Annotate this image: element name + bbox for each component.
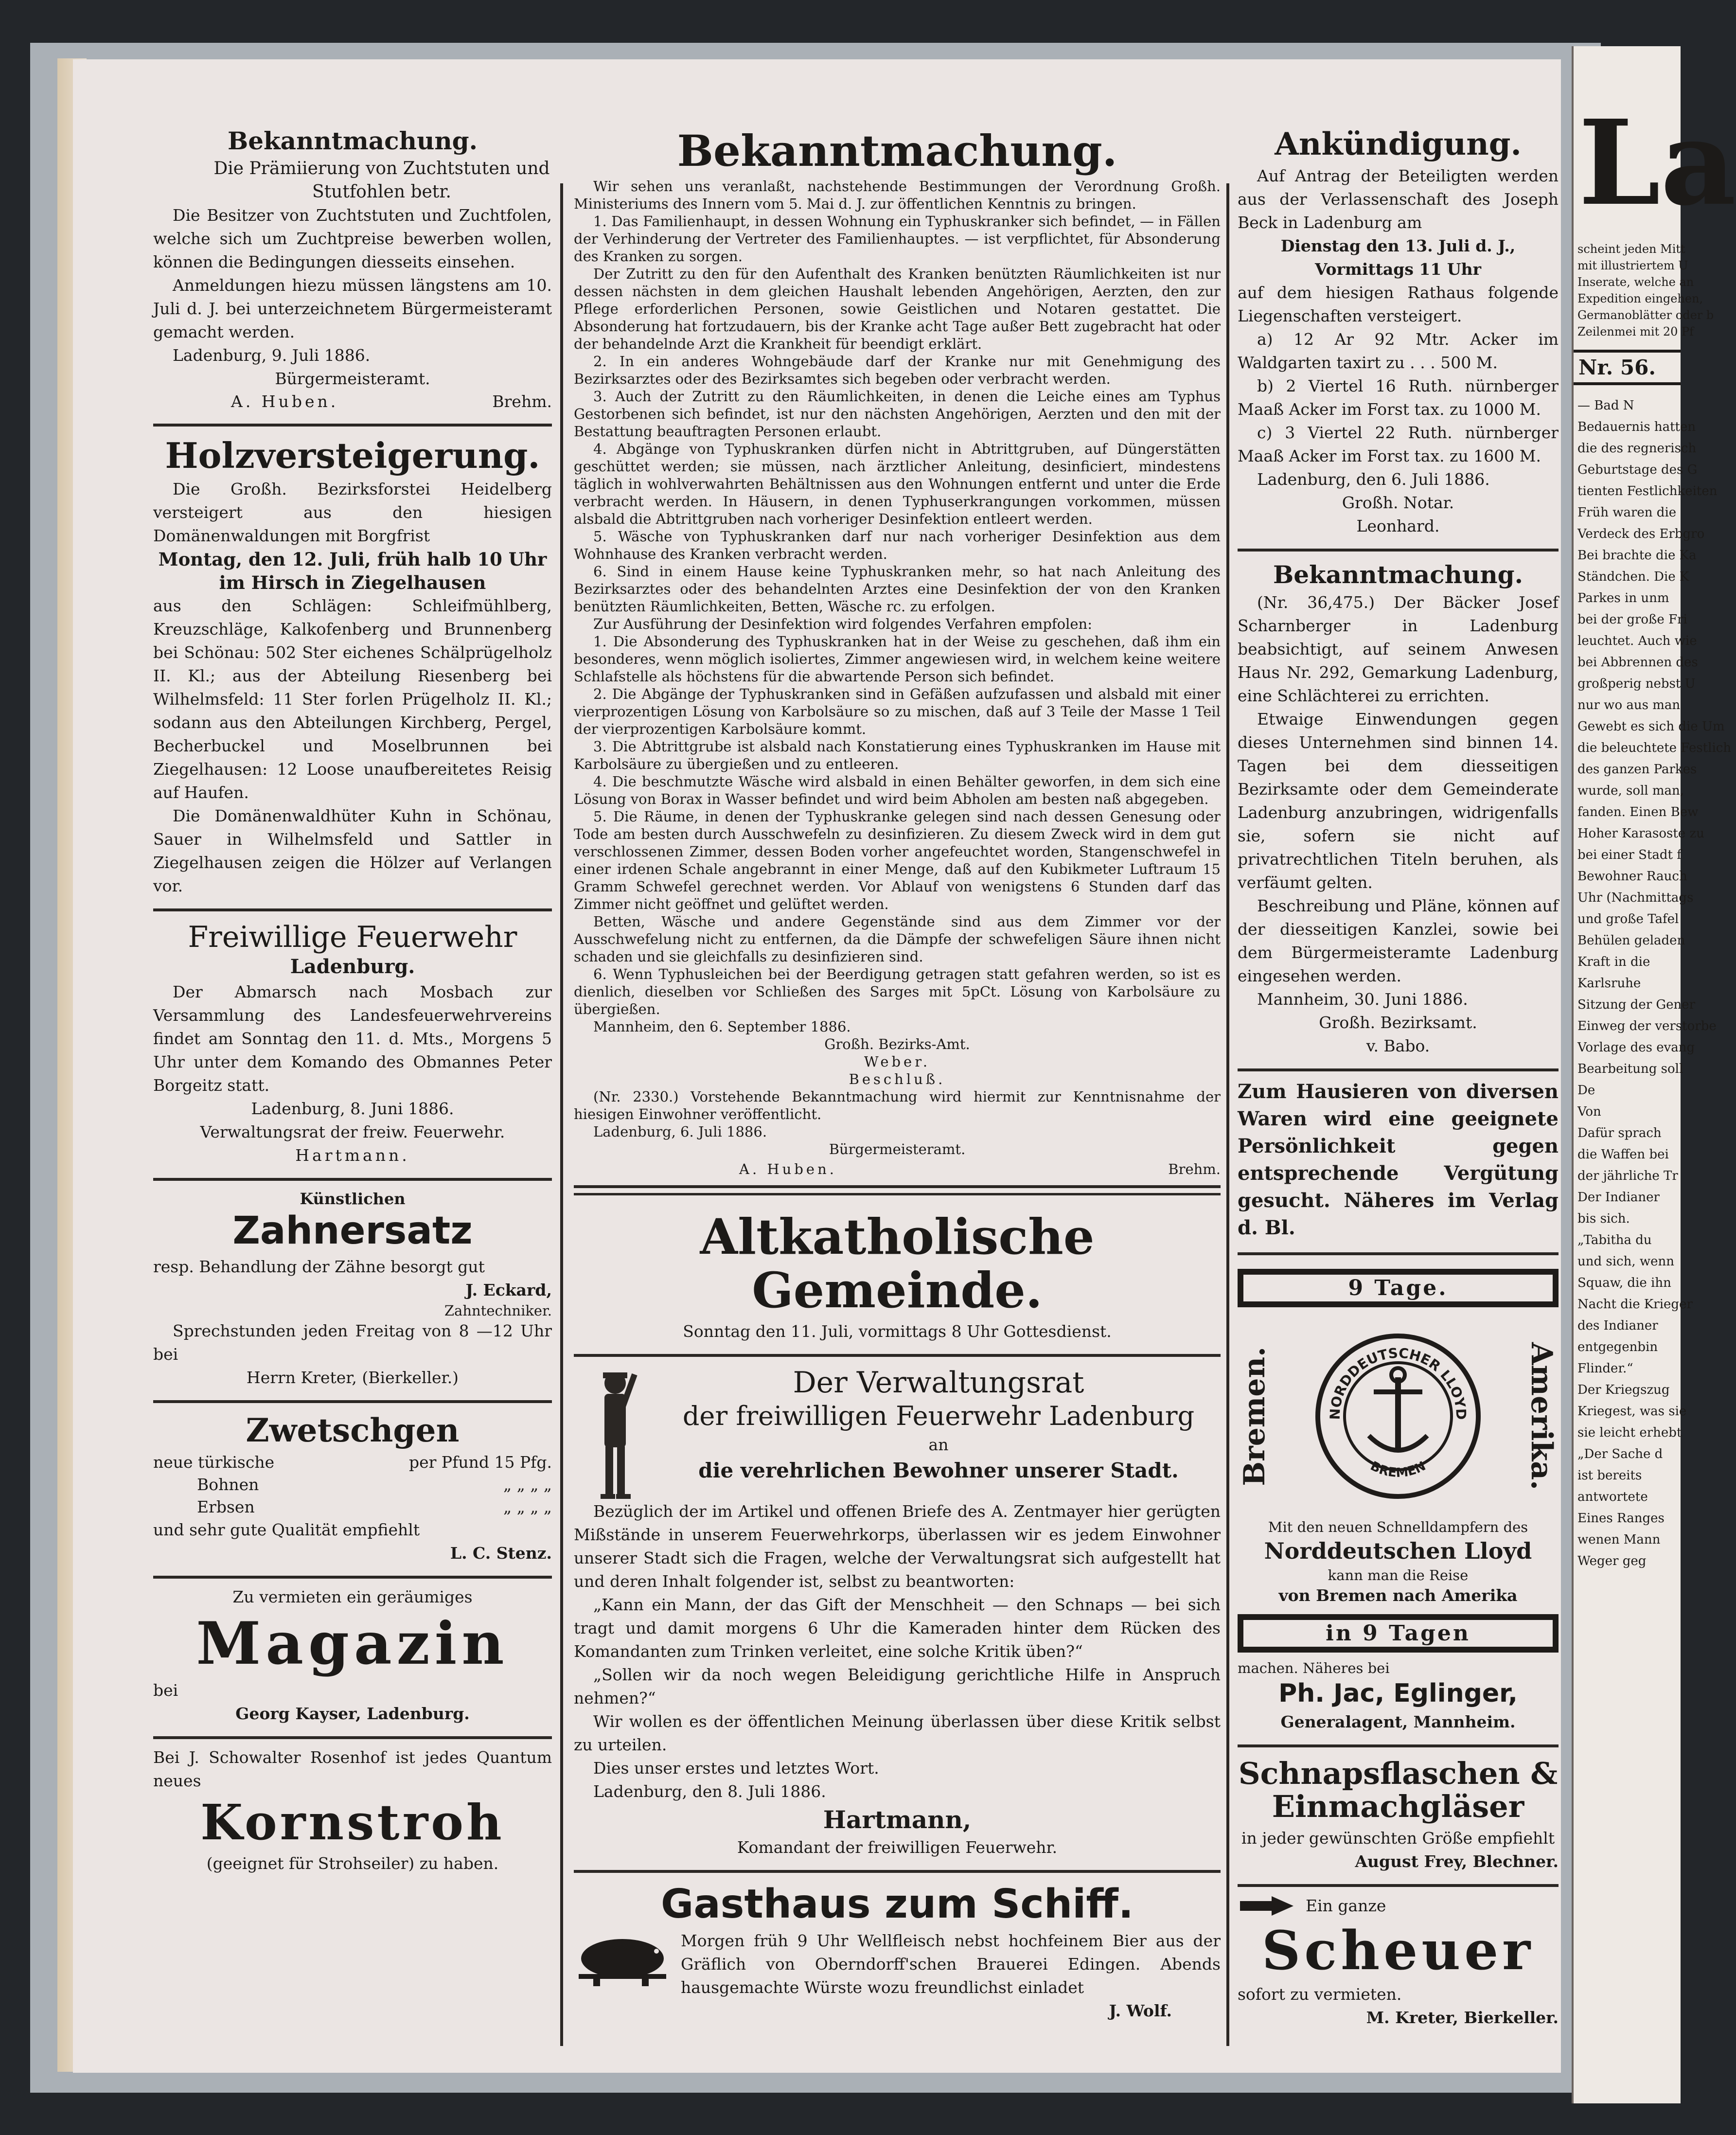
notice-dateline: Ladenburg, 6. Juli 1886. (593, 1123, 767, 1140)
ad-kicker: Zu vermieten ein geräumiges (232, 1587, 473, 1606)
ad-name: Georg Kayser, Ladenburg. (235, 1704, 470, 1723)
pig-icon (574, 1929, 671, 1988)
body-line: Früh waren die (1577, 505, 1677, 520)
ad-agent-role: Generalagent, Mannheim. (1280, 1712, 1516, 1732)
body-line: der jährliche Tr (1577, 1169, 1678, 1183)
lot-item: c) 3 Viertel 22 Ruth. nürnberger Maaß Acker im Forst tax. zu 1600 M. (1238, 423, 1559, 466)
notice-body: Die Besitzer von Zuchtstuten und Zuchtfolen, welche sich um Zuchtpreise bewerben wollen, können die Bedingungen diesseits einsehen. (153, 206, 552, 271)
body-line: De (1577, 1083, 1595, 1098)
notice-paragraph: Der Zutritt zu den für den Aufenthalt des Kranken benützten Räumlichkeiten ist nur dessen nächsten in dem gleichen Haushalt lebenden Angehörigen, Aerzten, den zur Pflege erforderlichen Personen, sowie Geistlichen und Notaren gestattet. Die Absonderung hat fortzudauern, bis der Kranke acht Tage außer Bett zugebracht hat oder der behandelnde Arzt die Krankheit für beendigt erklärt. (574, 265, 1221, 352)
body-line: Bearbeitung soll (1577, 1062, 1683, 1076)
ad-line: Norddeutschen Lloyd (1264, 1538, 1532, 1565)
body-line: bei Abbrennen des (1577, 655, 1698, 670)
notice-paragraph: 2. In ein anderes Wohngebäude darf der Kranke nur mit Genehmigung des Bezirksarztes oder des Bezirksamtes sich begeben oder verbracht werden. (574, 353, 1221, 387)
ad-role: Zahntechniker. (444, 1302, 552, 1319)
price-item: Erbsen (197, 1497, 255, 1516)
ad-right-word: Amerika. (1524, 1342, 1559, 1491)
ad-title: Freiwillige Feuerwehr (188, 920, 517, 955)
ad-body: Der Abmarsch nach Mosbach zur Versammlung des Landesfeuerwehrvereins findet am Sonntag den 11. d. Mts., Morgens 5 Uhr unter dem Komando des Obmannes Peter Borgeitz statt. (153, 982, 552, 1095)
body-line: Der Indianer (1577, 1190, 1660, 1205)
signature: Hartmann. (295, 1146, 410, 1165)
notice-body: (Nr. 36,475.) Der Bäcker Josef Scharnberger in Ladenburg beabsichtigt, auf seinem Anwesen Haus Nr. 292, Gemarkung Ladenburg, eine Schlächterei zu errichten. (1238, 593, 1559, 706)
notice-title: Bekanntmachung. (1273, 560, 1523, 589)
body-line: die Waffen bei (1577, 1147, 1669, 1162)
ad-line: machen. Näheres bei (1238, 1659, 1390, 1676)
body-line: Von (1577, 1104, 1601, 1119)
ad-name: J. Eckard, (465, 1281, 552, 1300)
notice-paragraph: 5. Die Räume, in denen der Typhuskranke gelegen sind nach dessen Genesung oder Tode am besten durch Ausschwefeln zu desinfizieren. Zu diesem Zweck wird in dem gut verschlossenen Zimmer, dessen Boden vorher angefeuchtet worden, Stangenschwefel in einer irdenen Schale angebrannt in einer Menge, daß auf den Kubikmeter Luftraum 15 Gramm Schwefel gerechnet werden. Vor Ablauf von wenigstens 6 Stunden darf das Zimmer nicht geöffnet und gelüftet werden. (574, 808, 1221, 912)
ad-title: Altkatholische Gemeinde. (700, 1208, 1095, 1319)
notice-office: Großh. Bezirksamt. (1319, 1013, 1477, 1032)
body-line: Flinder.“ (1577, 1361, 1633, 1376)
column-right (1238, 118, 1559, 2048)
ad-intro: Bei J. Schowalter Rosenhof ist jedes Quantum neues (153, 1747, 552, 1790)
ad-body: Dies unser erstes und letztes Wort. (593, 1758, 879, 1778)
fireman-illustration (574, 1364, 656, 1500)
notice-dateline: Ladenburg, 9. Juli 1886. (173, 346, 371, 365)
ad-line: kann man die Reise (1328, 1566, 1469, 1583)
body-line: — Bad N (1577, 398, 1634, 413)
lot-item: a) 12 Ar 92 Mtr. Acker im Waldgarten taxirt zu . . . 500 M. (1238, 330, 1559, 373)
ad-title: Schnapsflaschen & Einmachgläser (1238, 1756, 1558, 1825)
body-line: des ganzen Parkes (1577, 762, 1697, 777)
signature: M. Kreter, Bierkeller. (1366, 2008, 1559, 2027)
ad-host: Herrn Kreter, (Bierkeller.) (246, 1368, 459, 1388)
ad-body: Morgen früh 9 Uhr Wellfleisch nebst hochfeinem Bier aus der Gräflich von Oberndorff'schen Brauerei Edingen. Abends hausgemachte Würste wozu freundlichst einladet (681, 1931, 1221, 1997)
notice-paragraph: 1. Die Absonderung des Typhuskranken hat in der Weise zu geschehen, daß ihm ein besonderes, wenn möglich isoliertes, Zimmer angewiesen wird, in welchem keine weitere Schlafstelle als höchstens für die abwartende Person sich befindet. (574, 633, 1221, 685)
ad-an: an (928, 1435, 949, 1455)
body-line: Parkes in unm (1577, 591, 1669, 605)
ad-agent: Ph. Jac, Eglinger, (1278, 1678, 1518, 1708)
price-row (153, 1451, 552, 1474)
ad-fire-brigade (153, 911, 552, 1181)
ad-dentures (153, 1181, 552, 1403)
ad-question: „Sollen wir da noch wegen Beleidigung gerichtliche Hilfe in Anspruch nehmen?“ (574, 1665, 1221, 1708)
price-value: „ „ „ „ (503, 1475, 552, 1494)
notice-dateline: Mannheim, 30. Juni 1886. (1257, 990, 1468, 1009)
ad-dateline: Ladenburg, 8. Juni 1886. (251, 1099, 454, 1119)
signature: Hartmann, (823, 1805, 972, 1834)
ad-title: Magazin (196, 1609, 509, 1678)
emblem-top-text: NORDDEUTSCHER LLOYD (1327, 1345, 1470, 1421)
body-line: leuchtet. Auch wie (1577, 634, 1697, 648)
ad-title: Kornstroh (200, 1793, 505, 1851)
ad-intro: Die Großh. Bezirksforstei Heidelberg versteigert aus den hiesigen Domänenwaldungen mit Borgfrist (153, 480, 552, 546)
price-item: Bohnen (197, 1475, 259, 1494)
body-line: Bei brachte die Ka (1577, 548, 1697, 563)
ad-title: Zwetschgen (246, 1411, 460, 1450)
ad-note: (geeignet für Strohseiler) zu haben. (206, 1853, 499, 1873)
ad-body: Zum Hausieren von diversen Waren wird eine geeignete Persönlichkeit gegen entsprechende Vergütung gesucht. Näheres im Verlag d. Bl. (1238, 1080, 1559, 1240)
notice-paragraph: 6. Wenn Typhusleichen bei der Beerdigung getragen statt gefahren werden, so ist es dienlich, dieselben vor Schließen des Sarges mit 5pCt. Lösung von Karbolsäure zu übergießen. (574, 965, 1221, 1017)
body-line: Kriegest, was sie (1577, 1404, 1687, 1419)
notice-intro: Auf Antrag der Beteiligten werden aus der Verlassenschaft des Joseph Beck in Ladenburg am (1238, 166, 1559, 232)
body-line: Bedauernis hatten (1577, 420, 1696, 434)
masthead-line: Inserate, welche an (1577, 275, 1694, 289)
ad-intro: Ein ganze (1306, 1896, 1386, 1915)
notice-paragraph: 1. Das Familienhaupt, in dessen Wohnung ein Typhuskranker sich befindet, — in Fällen der Verhinderung der Vertreter des Familienhauptes. — ist verpflichtet, für Absonderung des Kranken zu sorgen. (574, 213, 1221, 265)
column-rule (1226, 183, 1229, 2046)
price-row (153, 1496, 552, 1518)
ad-kicker: Künstlichen (300, 1190, 406, 1209)
body-line: Kraft in die (1577, 955, 1650, 969)
signature: J. Wolf. (1109, 2001, 1172, 2020)
body-line: die des regnerisch (1577, 441, 1697, 456)
ad-straw (153, 1739, 552, 1886)
notice-paragraph: Betten, Wäsche und andere Gegenstände sind aus dem Zimmer vor der Ausschwefelung nicht zu entfernen, da die Dämpfe der schwefeligen Säure ihnen nicht schaden und sie gleichfalls zu desinfizieren sind. (574, 913, 1221, 965)
ad-council: Verwaltungsrat der freiw. Feuerwehr. (200, 1122, 505, 1142)
ad-body: Bezüglich der im Artikel und offenen Briefe des A. Zentmayer hier gerügten Mißstände in unserem Feuerwehrkorps, überlassen wir es jedem Einwohner unserer Stadt sich die Fragen, welche der Verwaltungsrat sich aufgestellt hat und deren Inhalt folgender ist, selbst zu beantworten: (574, 1501, 1221, 1591)
pointing-hand-icon (1238, 1894, 1296, 1918)
body-line: wenen Mann (1577, 1532, 1661, 1547)
notice-paragraph: 6. Sind in einem Hause keine Typhuskranken mehr, so hat nach Anleitung des Bezirksarztes oder des behandelnten Arztes eine Desinfektion der von den Kranken benützten Räumlichkeiten, Betten, Wäsche rc. zu erfolgen. (574, 563, 1221, 615)
body-line: bei der große Fri (1577, 612, 1687, 627)
body-line: Bewohner Rauch (1577, 869, 1687, 884)
next-page-fragment (1572, 46, 1736, 2103)
body-line: Dafür sprach (1577, 1126, 1662, 1140)
ad-dateline: Ladenburg, den 8. Juli 1886. (593, 1781, 826, 1801)
ad-line: von Bremen nach Amerika (1278, 1585, 1518, 1605)
svg-text:BREMEN (1368, 1459, 1428, 1481)
masthead-line: Zeilenmei mit 20 Pf (1577, 325, 1694, 338)
masthead-line: mit illustriertem U (1577, 259, 1688, 272)
notice-body: auf dem hiesigen Rathaus folgende Liegenschaften versteigert. (1238, 283, 1559, 326)
body-line: Hoher Karasoste zu (1577, 826, 1704, 841)
notice-body: Anmeldungen hiezu müssen längstens am 10. Juli d. J. bei unterzeichnetem Bürgermeisteramt gemacht werden. (153, 276, 552, 341)
signature: A. Huben. (231, 392, 339, 411)
ad-body: Wir wollen es der öffentlichen Meinung überlassen über diese Kritik selbst zu urteilen. (574, 1711, 1221, 1754)
notice-paragraph: 4. Abgänge von Typhuskranken dürfen nicht in Abtrittgruben, auf Düngerstätten geschüttet werden; sie müssen, nach ärztlicher Anleitung, desinficiert, mindestens täglich in wohlverwahrten Behältnissen aus den Wohnungen entfernt und unter die Erde verbracht werden. In Häusern, in denen Typhuserkrangungen vorkommen, müssen alsbald die Abtrittgruben nach vorheriger Desinfektion entleert werden. (574, 440, 1221, 527)
notice-office: Bürgermeisteramt. (829, 1140, 966, 1157)
notice-decision: Beschluß. (849, 1070, 946, 1087)
body-line: fanden. Einen Bew (1577, 805, 1699, 819)
notice-body: Beschreibung und Pläne, können auf der diesseitigen Kanzlei, sowie bei dem Bürgermeisteramte Ladenburg eingesehen werden. (1238, 896, 1559, 986)
ad-place: Ladenburg. (290, 955, 415, 979)
body-line: Uhr (Nachmittags (1577, 890, 1694, 905)
ad-line: Mit den neuen Schnelldampfern des (1268, 1519, 1528, 1536)
notice-title: Bekanntmachung. (227, 126, 478, 155)
ad-body: resp. Behandlung der Zähne besorgt gut (153, 1257, 485, 1277)
notice-typhus (574, 118, 1221, 1188)
notice-intro: Wir sehen uns veranlaßt, nachstehende Bestimmungen der Verordnung Großh. Ministeriums des Innern vom 5. Mai d. J. zur öffentlichen Kenntnis zu bringen. (574, 178, 1221, 212)
ad-barn (1238, 1887, 1559, 2040)
notice-stud-mares (153, 118, 552, 427)
column-rule (560, 183, 563, 2046)
body-line: Eines Ranges (1577, 1511, 1665, 1526)
notice-office: Bürgermeisteramt. (275, 369, 430, 388)
ad-fire-council (574, 1357, 1221, 1873)
ad-by: bei (153, 1680, 178, 1700)
ad-left-word: Bremen. (1238, 1347, 1272, 1486)
next-page-body (1574, 395, 1732, 1572)
notice-dateline: Ladenburg, den 6. Juli 1886. (1257, 470, 1490, 489)
signature: Brehm. (492, 392, 552, 411)
ad-bottles (1238, 1747, 1559, 1886)
body-line: entgegenbin (1577, 1340, 1658, 1354)
ad-role: Komandant der freiwilligen Feuerwehr. (737, 1837, 1058, 1857)
body-line: Squaw, die ihn (1577, 1276, 1671, 1290)
ad-title: Gasthaus zum Schiff. (661, 1881, 1134, 1927)
notice-body: Etwaige Einwendungen gegen dieses Unternehmen sind binnen 14. Tagen bei dem diesseitigen Bezirksamte oder dem Gemeinderate Ladenburg anzubringen, widrigenfalls sie, sofern sie nicht auf privatrechtlichen Titeln beruhen, als verfäumt gelten. (1238, 710, 1559, 892)
signature: Brehm. (1168, 1160, 1221, 1177)
body-line: bis sich. (1577, 1211, 1630, 1226)
ad-line: die verehrlichen Bewohner unserer Stadt. (698, 1459, 1179, 1483)
ad-old-catholic (574, 1200, 1221, 1357)
emblem-bottom-text: BREMEN (1368, 1459, 1428, 1481)
body-line: des Indianer (1577, 1318, 1658, 1333)
body-line: „Der Sache d (1577, 1447, 1663, 1461)
price-row (153, 1474, 552, 1496)
ad-line: der freiwilligen Feuerwehr Ladenburg (682, 1400, 1195, 1431)
price-item: neue türkische (153, 1452, 275, 1472)
fireman-icon (586, 1364, 644, 1500)
body-line: Behülen geladen (1577, 933, 1685, 948)
notice-paragraph: 2. Die Abgänge der Typhuskranken sind in Gefäßen aufzufassen und alsbald mit einer vierprozentigen Lösung von Karbolsäure so zu mischen, daß auf 3 Teile der Masse 1 Teil der vierprozentigen Karbolsäure kommt. (574, 685, 1221, 737)
ad-body: aus den Schlägen: Schleifmühlberg, Kreuzschläge, Kalkofenberg und Brunnenberg bei Schönau: 502 Ster eichenes Schälprügelholz II. Kl.; aus der Abteilung Riesenberg bei Wilhelmsfeld: 11 Ster forlen Prügelholz II. Kl.; sodann aus den Abteilungen Kirchberg, Pergel, Becherbuckel und Moselbrunnen bei Ziegelhausen: 12 Loose unaufbereitetes Reisig auf Haufen. (153, 596, 552, 802)
masthead: La (1578, 94, 1736, 231)
ad-when: Montag, den 12. Juli, früh halb 10 Uhr im Hirsch in Ziegelhausen (158, 549, 547, 594)
notice-when: Dienstag den 13. Juli d. J., (1280, 236, 1516, 256)
notice-slaughterhouse (1238, 552, 1559, 1071)
body-line: Ständchen. Die K (1577, 569, 1689, 584)
ad-warehouse (153, 1579, 552, 1739)
newspaper-page (73, 59, 1561, 2073)
body-line: „Tabitha du (1577, 1233, 1652, 1247)
body-line: und sich, wenn (1577, 1254, 1675, 1269)
ad-inn (574, 1873, 1221, 2033)
notice-paragraph: 4. Die beschmutzte Wäsche wird alsbald in einen Behälter geworfen, in dem sich eine Lösung von Borax in Wasser befindet und wird beim Abholen am besten naß abgegeben. (574, 773, 1221, 807)
body-line: ist bereits (1577, 1468, 1642, 1483)
masthead-line: Expedition eingehen, (1577, 292, 1703, 305)
body-line: nur wo aus man (1577, 698, 1681, 712)
issue-number: Nr. 56. (1574, 350, 1681, 385)
body-line: bei einer Stadt f (1577, 848, 1682, 862)
price-value: „ „ „ „ (503, 1497, 552, 1516)
ad-plums (153, 1403, 552, 1579)
signature: L. C. Stenz. (450, 1543, 552, 1563)
body-line: Gewebt es sich die Um (1577, 719, 1725, 734)
body-line: großperig nebst U (1577, 676, 1696, 691)
body-line: Karlsruhe (1577, 976, 1641, 991)
ad-text: Sonntag den 11. Juli, vormittags 8 Uhr Gottesdienst. (683, 1321, 1112, 1341)
ad-tail: und sehr gute Qualität empfiehlt (153, 1520, 420, 1539)
notice-office: Großh. Notar. (1342, 493, 1454, 513)
body-line: Nacht die Krieger (1577, 1297, 1693, 1312)
masthead-line: Germanoblätter oder b (1577, 308, 1714, 322)
ad-body: sofort zu vermieten. (1238, 1984, 1402, 2004)
notice-title: Bekanntmachung. (677, 125, 1117, 176)
price-value: per Pfund 15 Pfg. (409, 1452, 552, 1472)
notice-subject: Die Prämiierung von Zuchtstuten und Stutfohlen betr. (213, 159, 550, 202)
body-line: antwortete (1577, 1490, 1648, 1504)
ad-peddler (1238, 1071, 1559, 1255)
ad-title: Holzversteigerung. (165, 435, 540, 476)
notice-paragraph: 3. Auch der Zutritt zu den Räumlichkeiten, in denen die Leiche eines am Typhus Gestorbenen sich befindet, ist nur den nächsten Angehörigen, Aerzten und den mit der Bestattung beauftragten Personen erlaubt. (574, 388, 1221, 440)
body-line: Weger geg (1577, 1554, 1647, 1568)
body-line: Sitzung der Gener (1577, 997, 1696, 1012)
body-line: Verdeck des Erbgro (1577, 527, 1705, 541)
body-line: tienten Festlichkeiten (1577, 484, 1718, 498)
column-left (153, 118, 552, 2048)
lloyd-emblem-icon (1296, 1319, 1500, 1513)
masthead-subtext (1574, 241, 1714, 340)
notice-decision-text: (Nr. 2330.) Vorstehende Bekanntmachung wird hiermit zur Kenntnisnahme der hiesigen Einwohner veröffentlicht. (574, 1088, 1221, 1122)
ad-line: Der Verwaltungsrat (793, 1365, 1084, 1400)
body-line: die beleuchtete Festlich (1577, 741, 1732, 755)
ad-title: Scheuer (1261, 1919, 1535, 1982)
notice-dateline: Mannheim, den 6. September 1886. (593, 1018, 851, 1035)
masthead-line: scheint jeden Mitt (1577, 242, 1685, 256)
notice-paragraph: 5. Wäsche von Typhuskranken darf nur nach vorheriger Desinfektion aus dem Wohnhause des Kranken verbracht werden. (574, 528, 1221, 562)
body-line: Einweg der verstorbe (1577, 1019, 1717, 1033)
lot-item: b) 2 Viertel 16 Ruth. nürnberger Maaß Acker im Forst tax. zu 1000 M. (1238, 376, 1559, 419)
signature: August Frey, Blechner. (1355, 1851, 1559, 1871)
signature: A. Huben. (739, 1160, 837, 1177)
column-middle (574, 118, 1221, 2048)
signature: v. Babo. (1366, 1036, 1430, 1056)
body-line: Vorlage des evang (1577, 1040, 1695, 1055)
ad-body: in jeder gewünschten Größe empfiehlt (1241, 1828, 1555, 1848)
body-line: sie leicht erhebt (1577, 1425, 1682, 1440)
ad-title: Zahnersatz (232, 1209, 473, 1253)
ad-hours: Sprechstunden jeden Freitag von 8 —12 Uhr bei (153, 1321, 552, 1364)
signature: Leonhard. (1356, 516, 1440, 536)
ad-days: 9 Tage. (1238, 1269, 1559, 1307)
signature: Weber. (864, 1053, 931, 1070)
ad-body: Die Domänenwaldhüter Kuhn in Schönau, Sauer in Wilhelmsfeld und Sattler in Ziegelhausen zeigen die Hölzer auf Verlangen vor. (153, 806, 552, 896)
notice-title: Ankündigung. (1275, 126, 1522, 162)
divider (574, 1193, 1221, 1195)
notice-auction (1238, 118, 1559, 552)
ad-wood-auction (153, 427, 552, 911)
notice-paragraph: 3. Die Abtrittgrube ist alsbald nach Konstatierung eines Typhuskranken im Hause mit Karbolsäure zu übergießen und zu entleeren. (574, 738, 1221, 772)
notice-paragraph: Zur Ausführung der Desinfektion wird folgendes Verfahren empfolen: (593, 615, 1092, 632)
body-line: Geburtstage des G (1577, 463, 1698, 477)
ad-days: in 9 Tagen (1238, 1614, 1559, 1653)
body-line: wurde, soll man, (1577, 783, 1684, 798)
notice-office: Großh. Bezirks-Amt. (824, 1035, 970, 1052)
ad-question: „Kann ein Mann, der das Gift der Menschheit — den Schnaps — bei sich tragt und damit morgens 6 Uhr die Kameraden hinter dem Rücken des Komandanten zum Trinken verleitet, eine solche Kritik üben?“ (574, 1595, 1221, 1661)
body-line: und große Tafel (1577, 912, 1679, 926)
ad-lloyd (1238, 1255, 1559, 1747)
notice-when: Vormittags 11 Uhr (1314, 260, 1481, 279)
body-line: Der Kriegszug (1577, 1383, 1670, 1397)
notice-paragraphs (574, 213, 1221, 1018)
